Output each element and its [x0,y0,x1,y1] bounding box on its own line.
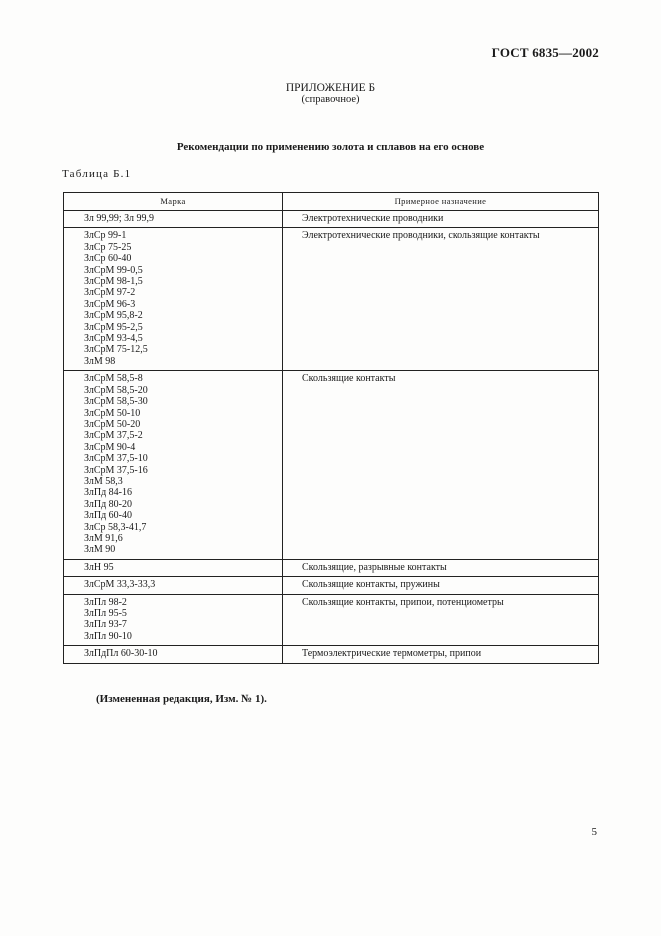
grade-value: ЗлМ 90 [84,544,116,556]
purpose-value: Скользящие контакты [302,373,396,385]
grade-value: ЗлПл 95-5 [84,608,127,619]
grade-cell [64,594,283,646]
table-row [64,211,599,228]
purpose-value: Скользящие, разрывные контакты [302,561,447,573]
grade-value: ЗлСрМ 37,5-10 [84,453,148,465]
table-row [64,371,599,560]
appendix-note: (справочное) [301,94,360,105]
grade-value: ЗлСрМ 58,5-30 [84,396,148,408]
grade-value: ЗлМ 98 [84,355,116,367]
purpose-cell [283,594,599,646]
grade-value: ЗлСрМ 93-4,5 [84,333,143,345]
table-header-row [64,193,599,211]
recommendations-table [63,192,599,664]
grade-value: ЗлСрМ 99-0,5 [84,264,143,276]
table-row [64,559,599,576]
grade-value: ЗлСрМ 37,5-16 [84,464,148,476]
grade-value: ЗлСрМ 98-1,5 [84,276,143,288]
grade-cell [64,228,283,371]
grade-value: ЗлСрМ 58,5-20 [84,384,148,396]
grade-value: ЗлСрМ 97-2 [84,287,136,299]
grade-value: ЗлСрМ 95-2,5 [84,321,143,333]
table-row [64,646,599,663]
grade-value: ЗлСрМ 50-20 [84,418,141,430]
grade-value: ЗлСрМ 58,5-8 [84,373,143,385]
column-header-grade: Марка [64,193,283,211]
table-row [64,577,599,594]
grade-cell [64,371,283,560]
grade-value: ЗлСрМ 33,3-33,3 [84,579,156,591]
purpose-value: Электротехнические проводники, скользящие контакты [302,230,540,242]
grade-value: ЗлН 95 [84,561,114,573]
purpose-cell [283,371,599,560]
table-label: Таблица Б.1 [62,168,132,180]
grade-value: ЗлПл 90-10 [84,630,132,642]
purpose-value: Скользящие контакты, припои, потенциометры [302,596,504,608]
grade-value: ЗлПл 98-2 [84,596,127,608]
grade-value: ЗлСр 60-40 [84,253,132,265]
grade-value: ЗлПдПл 60-30-10 [84,648,158,660]
table-row [64,594,599,646]
grade-value: ЗлСрМ 96-3 [84,298,136,310]
grade-cell [64,211,283,228]
table-row [64,228,599,371]
table-body [64,211,599,664]
purpose-cell [283,577,599,594]
purpose-cell [283,646,599,663]
grade-cell [64,577,283,594]
grade-value: ЗлПд 60-40 [84,510,133,522]
purpose-value: Электротехнические проводники [302,213,444,224]
purpose-value: Скользящие контакты, пружины [302,579,440,591]
grade-value: ЗлМ 58,3 [84,475,123,487]
document-code: ГОСТ 6835—2002 [491,45,599,60]
column-header-purpose: Примерное назначение [283,193,599,211]
purpose-value: Термоэлектрические термометры, припои [302,648,482,660]
grade-value: Зл 99,99; Зл 99,9 [84,213,155,224]
grade-value: ЗлСрМ 75-12,5 [84,344,148,356]
grade-value: ЗлСр 58,3-41,7 [84,521,147,533]
grade-value: ЗлПд 80-20 [84,498,133,510]
purpose-cell [283,559,599,576]
grade-value: ЗлСрМ 95,8-2 [84,310,143,322]
grade-value: ЗлПл 93-7 [84,619,127,631]
grade-value: ЗлСрМ 50-10 [84,407,141,419]
grade-value: ЗлСр 75-25 [84,241,132,253]
grade-value: ЗлСрМ 37,5-2 [84,430,143,442]
appendix-title: ПРИЛОЖЕНИЕ Б [285,82,376,94]
page-number: 5 [591,826,597,838]
section-heading: Рекомендации по применению золота и сплавов на его основе [176,141,485,153]
grade-cell [64,646,283,663]
purpose-cell [283,228,599,371]
grade-value: ЗлСрМ 90-4 [84,441,136,453]
grade-value: ЗлСр 99-1 [84,230,127,242]
grade-value: ЗлПд 84-16 [84,487,133,499]
grade-value: ЗлМ 91,6 [84,532,123,544]
grade-cell [64,559,283,576]
purpose-cell [283,211,599,228]
revision-note: (Измененная редакция, Изм. № 1). [96,693,267,705]
